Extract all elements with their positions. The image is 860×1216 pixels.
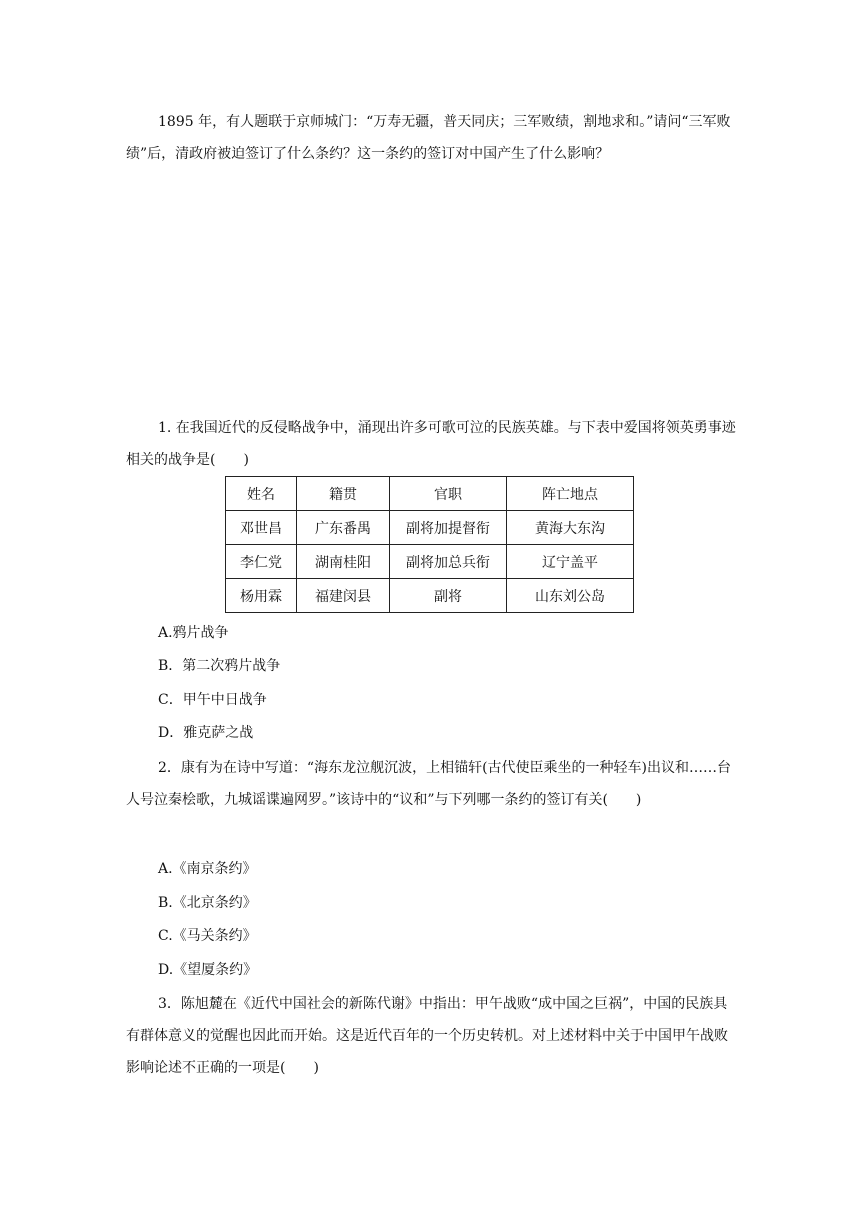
question-1-stem: 1. 在我国近代的反侵略战争中，涌现出许多可歌可泣的民族英雄。与下表中爱国将领英勇事迹相关的战争是( ) xyxy=(126,420,736,468)
table-cell: 副将加提督衔 xyxy=(390,511,507,545)
heroes-table xyxy=(225,476,634,613)
question-1-option-d: D．雅克萨之战 xyxy=(158,725,254,741)
table-cell: 湖南桂阳 xyxy=(297,545,390,579)
table-header: 阵亡地点 xyxy=(507,477,634,511)
table-cell: 黄海大东沟 xyxy=(507,511,634,545)
table-header: 姓名 xyxy=(226,477,297,511)
table-header: 籍贯 xyxy=(297,477,390,511)
table-cell: 副将加总兵衔 xyxy=(390,545,507,579)
question-1-option-c: C．甲午中日战争 xyxy=(158,692,267,708)
question-2-option-d: D.《望厦条约》 xyxy=(158,962,258,978)
table-cell: 杨用霖 xyxy=(226,579,297,613)
table-header-row xyxy=(226,477,634,511)
intro-question: 1895 年，有人题联于京师城门：“万寿无疆，普天同庆；三军败绩，割地求和。”请问“三军败绩”后，清政府被迫签订了什么条约？这一条约的签订对中国产生了什么影响？ xyxy=(126,114,731,162)
table-row xyxy=(226,511,634,545)
table-cell: 山东刘公岛 xyxy=(507,579,634,613)
question-2-option-c: C.《马关条约》 xyxy=(158,928,257,944)
table-row xyxy=(226,545,634,579)
table-header: 官职 xyxy=(390,477,507,511)
question-2-option-b: B.《北京条约》 xyxy=(158,895,257,911)
table-row xyxy=(226,579,634,613)
question-2-stem: 2．康有为在诗中写道：“海东龙泣舰沉波，上相锚轩(古代使臣乘坐的一种轻车)出议和……台人号泣秦桧歌，九城谣谍遍网罗。”该诗中的“议和”与下列哪一条约的签订有关( ) xyxy=(126,760,731,808)
question-3-stem: 3．陈旭麓在《近代中国社会的新陈代谢》中指出：甲午战败“成中国之巨祸”，中国的民族具有群体意义的觉醒也因此而开始。这是近代百年的一个历史转机。对上述材料中关于中国甲午战败影响论述不正确的一项是( ) xyxy=(126,996,728,1076)
table-cell: 副将 xyxy=(390,579,507,613)
table-cell: 李仁党 xyxy=(226,545,297,579)
question-1-option-b: B．第二次鸦片战争 xyxy=(158,658,281,674)
table-cell: 福建闵县 xyxy=(297,579,390,613)
table-cell: 邓世昌 xyxy=(226,511,297,545)
question-2-option-a: A.《南京条约》 xyxy=(158,861,257,877)
table-cell: 辽宁盖平 xyxy=(507,545,634,579)
question-1-option-a: A.鸦片战争 xyxy=(158,625,229,641)
table-cell: 广东番禺 xyxy=(297,511,390,545)
